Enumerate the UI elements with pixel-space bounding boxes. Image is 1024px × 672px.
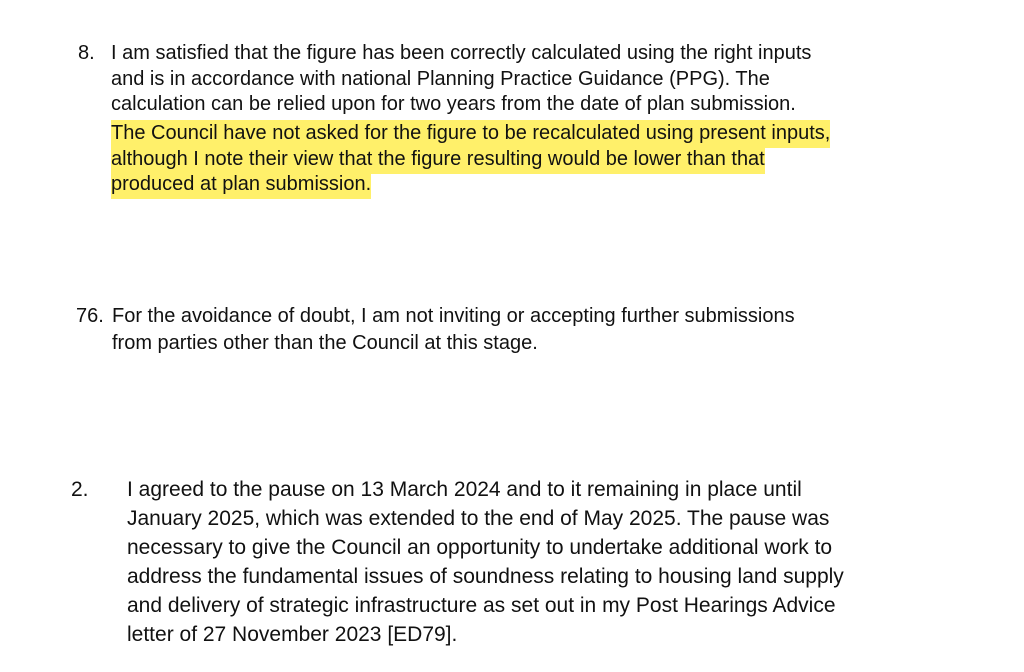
paragraph-line: January 2025, which was extended to the end of May 2025. The pause was: [127, 507, 830, 530]
paragraph-line: letter of 27 November 2023 [ED79].: [127, 623, 458, 646]
paragraph-number: 2.: [71, 478, 89, 501]
paragraph-line: address the fundamental issues of soundness relating to housing land supply: [127, 565, 844, 588]
paragraph-line: necessary to give the Council an opportunity to undertake additional work to: [127, 536, 833, 559]
paragraph-line: I am satisfied that the figure has been correctly calculated using the right inputs: [111, 42, 812, 64]
highlighted-line: produced at plan submission.: [111, 171, 371, 199]
highlighted-line: The Council have not asked for the figure to be recalculated using present inputs,: [111, 120, 830, 148]
paragraph-line: calculation can be relied upon for two years from the date of plan submission.: [111, 93, 796, 115]
paragraph-line: I agreed to the pause on 13 March 2024 and to it remaining in place until: [127, 478, 802, 501]
paragraph-line: and delivery of strategic infrastructure as set out in my Post Hearings Advice: [127, 594, 836, 617]
paragraph-line: from parties other than the Council at this stage.: [112, 332, 538, 354]
highlighted-line: although I note their view that the figure resulting would be lower than that: [111, 146, 765, 174]
paragraph-number: 76.: [76, 305, 104, 327]
paragraph-number: 8.: [78, 42, 95, 64]
paragraph-line: and is in accordance with national Planning Practice Guidance (PPG). The: [111, 68, 770, 90]
paragraph-line: For the avoidance of doubt, I am not inviting or accepting further submissions: [112, 305, 795, 327]
